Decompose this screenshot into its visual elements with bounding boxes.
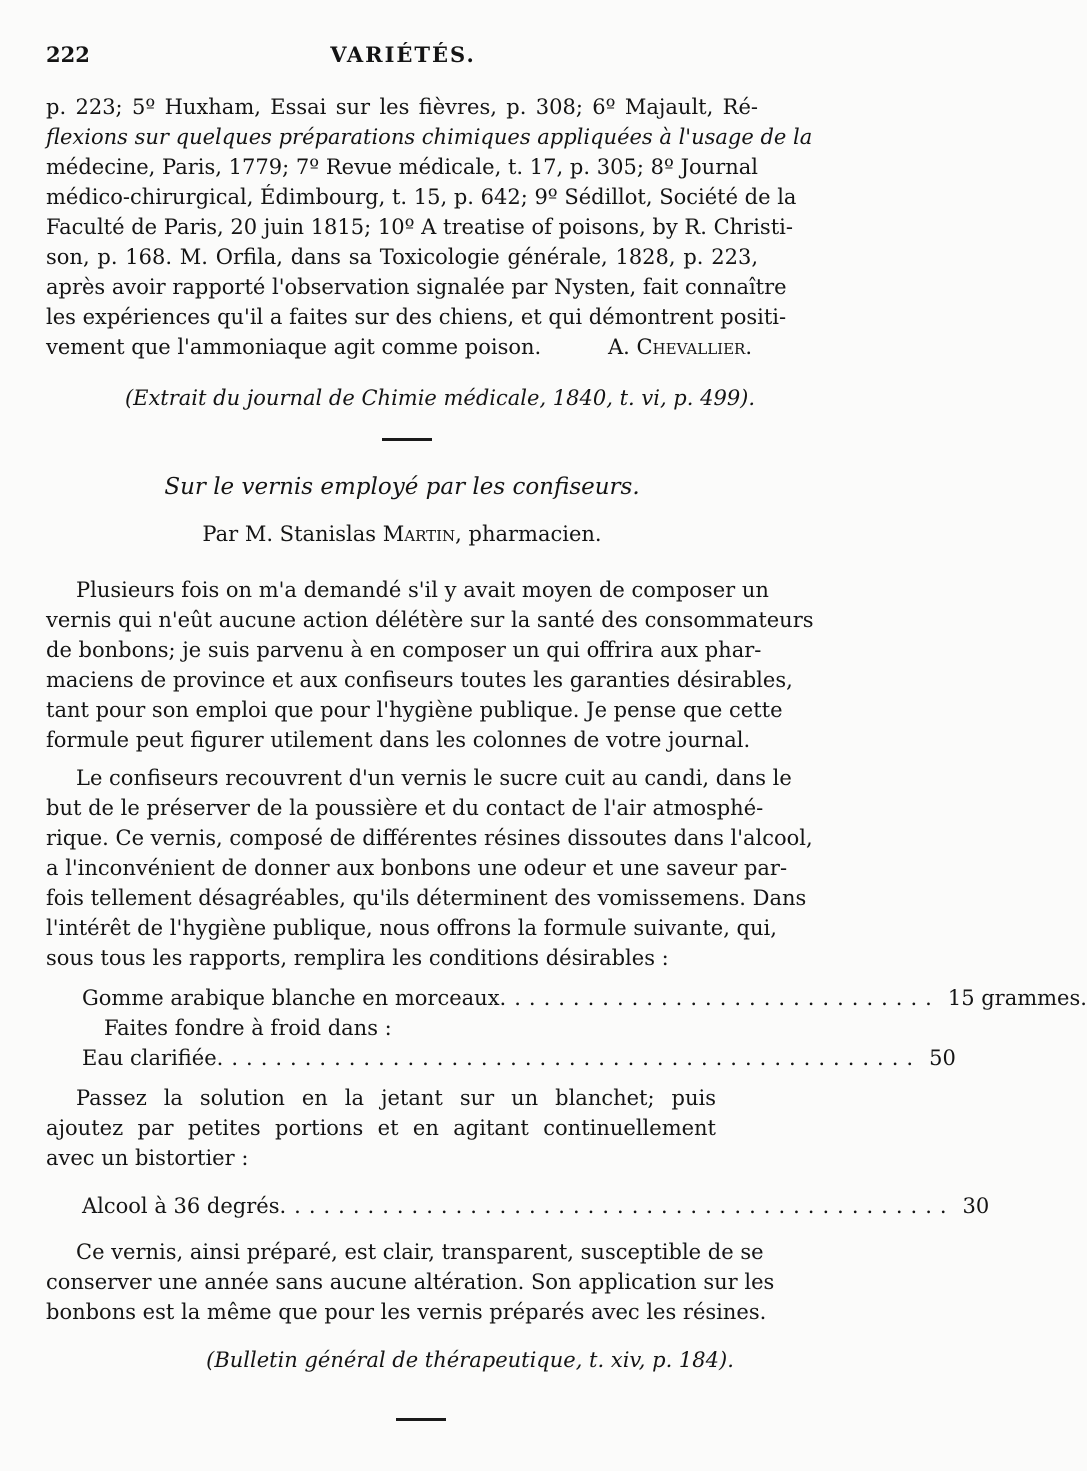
leader-dots: ............................................... [231,1046,922,1070]
paragraph-line: formule peut figurer utilement dans les colonnes de votre journal. [46,728,751,752]
paragraph-line: bonbons est la même que pour les vernis préparés avec les résines. [46,1300,767,1324]
ingredient-quantity: 15 grammes. [947,986,1087,1010]
article1-line: après avoir rapporté l'observation signalée par Nysten, fait connaître [46,275,787,299]
article1-line: médecine, Paris, 1779; 7º Revue médicale, t. 17, p. 305; 8º Journal [46,155,758,179]
paragraph-line: tant pour son emploi que pour l'hygiène publique. Je pense que cette [46,698,783,722]
recipe-line-gum [82,983,1087,1013]
article2-source: (Bulletin général de thérapeutique, t. xiv, p. 184). [206,1348,734,1372]
author-name: Martin [382,522,456,546]
article1-source: (Extrait du journal de Chimie médicale, 1840, t. vi, p. 499). [124,386,756,410]
paragraph-line: Le confiseurs recouvrent d'un vernis le sucre cuit au candi, dans le [76,766,792,790]
paragraph-line: conserver une année sans aucune altération. Son application sur les [46,1270,775,1294]
article1-line: son, p. 168. M. Orfila, dans sa Toxicologie générale, 1828, p. 223, [46,245,758,269]
paragraph-line: a l'inconvénient de donner aux bonbons une odeur et une saveur par- [46,856,788,880]
article1-line: flexions sur quelques préparations chimiques appliquées à l'usage de la [46,125,813,149]
article1-line: p. 223; 5º Huxham, Essai sur les fièvres, p. 308; 6º Majault, Ré- [46,95,758,119]
ingredient-name: Alcool à 36 degrés. [82,1194,287,1218]
byline-suffix: , pharmacien. [455,522,602,546]
page-header [46,42,760,78]
paragraph-line: rique. Ce vernis, composé de différentes résines dissoutes dans l'alcool, [46,826,813,850]
leader-dots: ............................. [514,986,940,1010]
recipe-line-water [82,1043,956,1073]
recipe-line-alcohol [82,1191,990,1221]
paragraph-line: de bonbons; je suis parvenu à en composer un qui offrira aux phar- [46,638,762,662]
article1-line: vement que l'ammoniaque agit comme poison. [46,335,542,359]
article1-author: A. Chevallier. [607,335,752,359]
paragraph-line: fois tellement désagréables, qu'ils déterminent des vomissemens. Dans [46,886,807,910]
page-number: 222 [46,42,90,67]
ingredient-quantity: 50 [929,1046,956,1070]
ingredient-name: Gomme arabique blanche en morceaux. [82,986,507,1010]
section-divider [382,438,432,441]
article1-line: les expériences qu'il a faites sur des chiens, et qui démontrent positi- [46,305,787,329]
recipe-instruction: Faites fondre à froid dans : [104,1016,392,1040]
paragraph-line: l'intérêt de l'hygiène publique, nous offrons la formule suivante, qui, [46,916,777,940]
paragraph-line: maciens de province et aux confiseurs toutes les garanties désirables, [46,668,793,692]
section-divider [396,1418,446,1421]
paragraph-line: vernis qui n'eût aucune action délétère sur la santé des consommateurs [46,608,814,632]
article1-line: Faculté de Paris, 20 juin 1815; 10º A treatise of poisons, by R. Christi- [46,215,793,239]
paragraph-line: Ce vernis, ainsi préparé, est clair, transparent, susceptible de se [76,1240,764,1264]
byline-prefix: Par M. Stanislas [202,522,383,546]
paragraph-line: but de le préserver de la poussière et du contact de l'air atmosphé- [46,796,764,820]
paragraph-line: ajoutez par petites portions et en agitant continuellement [46,1116,716,1140]
ingredient-quantity: 30 [962,1194,990,1218]
paragraph-line: Plusieurs fois on m'a demandé s'il y avait moyen de composer un [76,578,769,602]
article2-title: Sur le vernis employé par les confiseurs. [164,474,640,500]
running-title: VARIÉTÉS. [330,42,476,67]
ingredient-name: Eau clarifiée. [82,1046,224,1070]
leader-dots: ............................................. [294,1194,955,1218]
paragraph-line: sous tous les rapports, remplira les conditions désirables : [46,946,669,970]
paragraph-line: Passez la solution en la jetant sur un blanchet; puis [76,1086,716,1110]
article1-line: médico-chirurgical, Édimbourg, t. 15, p. 642; 9º Sédillot, Société de la [46,185,797,209]
paragraph-line: avec un bistortier : [46,1146,249,1170]
article2-byline [46,522,758,546]
